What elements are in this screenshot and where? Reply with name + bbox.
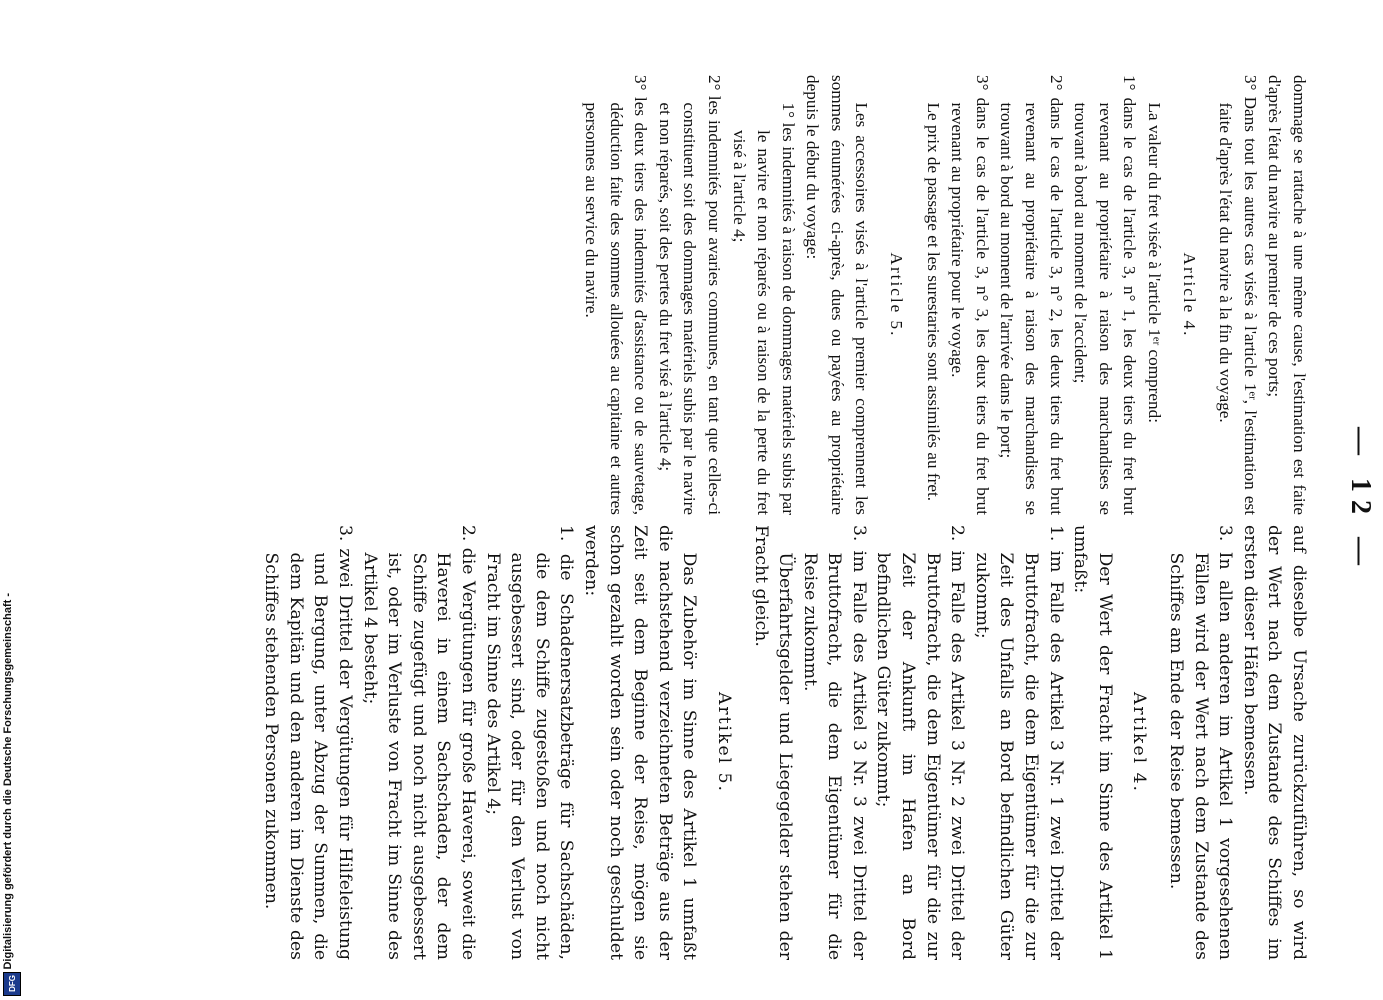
de-article5-heading: Artikel 5. bbox=[713, 692, 734, 793]
digitization-footer bbox=[0, 0, 22, 1000]
funding-credit: Digitalisierung gefördert durch die Deutsche Forschungsgemeinschaft - bbox=[2, 593, 14, 970]
fr-article4-item2: 2° dans le cas de l'article 3, n° 2, les deux tiers du fret brut revenant au propriétaire à raison des marchandises se trouvant à bord au moment de l'arrivée dans le port; bbox=[997, 75, 1066, 515]
fr-item3-a: 3° Dans tout les autres cas visés à l'article 1ᵉʳ, l'estimation est faite d'après l'état du navire à la fin du voyage. bbox=[1216, 75, 1260, 515]
fr-article4-item3: 3° dans le cas de l'article 3, n° 3, les deux tiers du fret brut revenant au propriétaire pour le voyage. bbox=[948, 75, 992, 515]
fr-article5-item3: 3° les deux tiers des indemnités d'assistance ou de sauvetage, déduction faite des sommes allouées au capitaine et autres personnes au service du navire. bbox=[581, 75, 651, 515]
french-column bbox=[578, 75, 1311, 515]
fr-article5-item2: 2° les indemnités pour avaries communes, en tant que celles-ci constituent soit des dommages matériels subis par le navire et non réparés, soit des pertes du fret visé à l'article 4; bbox=[655, 75, 724, 515]
fr-article4-intro: La valeur du fret visée à l'article 1ᵉʳ comprend: bbox=[1145, 102, 1165, 423]
dfg-logo-text: DFG bbox=[7, 975, 17, 992]
de-article4-intro: Der Wert der Fracht im Sinne des Artikel 1 umfaßt: bbox=[1070, 525, 1115, 960]
fr-article5-intro: Les accessoires visés à l'article premier comprennent les sommes énumérées ci-après, dues ou payées au propriétaire depuis le début du voyage: bbox=[803, 75, 872, 515]
fr-article4-closing: Le prix de passage et les surestaries sont assimilés au fret. bbox=[923, 102, 943, 502]
de-item3-a: 3. In allen anderen im Artikel 1 vorgesehenen Fällen wird der Wert nach dem Zustande des Schiffes am Ende der Reise bemessen. bbox=[1166, 525, 1236, 960]
de-article4-item2: 2. im Falle des Artikel 3 Nr. 2 zwei Drittel der Bruttofracht, die dem Eigentümer für die zur Zeit der Ankunft im Hafen an Bord befindlichen Güter zukommt; bbox=[873, 525, 968, 960]
fr-article4-heading: Article 4. bbox=[1179, 252, 1199, 338]
de-article5-item3: 3. zwei Drittel der Vergütungen für Hilfeleistung und Bergung, unter Abzug der Summen, die dem Kapitän und den anderen im Dienste des Schiffes stehenden Personen zukommen. bbox=[261, 525, 356, 960]
de-article4-heading: Artikel 4. bbox=[1129, 692, 1150, 793]
fr-intro: dommage se rattache à une même cause, l'estimation est faite d'après l'état du navire au premier de ces ports; bbox=[1265, 75, 1309, 515]
de-article5-item2: 2. die Vergütungen für große Haverei, soweit die Haverei in einem Sachschaden, der dem Schiffe zugefügt und noch nicht ausgebessert ist, oder im Verluste von Fracht im Sinne des Artikel 4 besteht; bbox=[359, 525, 478, 960]
de-article4-item1: 1. im Falle des Artikel 3 Nr. 1 zwei Drittel der Bruttofracht, die dem Eigentümer für die zur Zeit des Unfalls an Bord befindlichen Güter zukommt; bbox=[971, 525, 1066, 960]
fr-article4-item1: 1° dans le cas de l'article 3, n° 1, les deux tiers du fret brut revenant au propriétaire à raison des marchandises se trouvant à bord au moment de l'accident; bbox=[1071, 75, 1140, 515]
page-number: — 12 — bbox=[1345, 427, 1376, 573]
de-article4-closing: Überfahrtsgelder und Liegegelder stehen der Fracht gleich. bbox=[750, 525, 796, 960]
fr-article5-item1: 1° les indemnités à raison de dommages matériels subis par le navire et non réparés ou à raison de la perte du fret visé à l'article 4; bbox=[729, 102, 798, 515]
dfg-logo-icon bbox=[3, 972, 21, 996]
fr-article5-heading: Article 5. bbox=[887, 252, 907, 338]
german-column bbox=[259, 525, 1311, 960]
de-article5-item1: 1. die Schadenersatzbeträge für Sachschäden, die dem Schiffe zugestoßen und noch nicht ausgebessert sind, oder für den Verlust von Fracht im Sinne des Artikel 4; bbox=[482, 525, 577, 960]
de-article4-item3: 3. im Falle des Artikel 3 Nr. 3 zwei Drittel der Bruttofracht, die dem Eigentümer für die Reise zukommt. bbox=[799, 525, 869, 960]
de-intro: auf dieselbe Ursache zurückzuführen, so wird der Wert nach dem Zustande des Schiffes im ersten dieser Häfen bemessen. bbox=[1239, 525, 1309, 960]
de-article5-intro: Das Zubehör im Sinne des Artikel 1 umfaßt die nachstehend verzeichneten Beträge aus der Zeit seit dem Beginne der Reise, mögen sie schon gezahlt worden sein oder noch geschuldet werden: bbox=[580, 525, 700, 960]
